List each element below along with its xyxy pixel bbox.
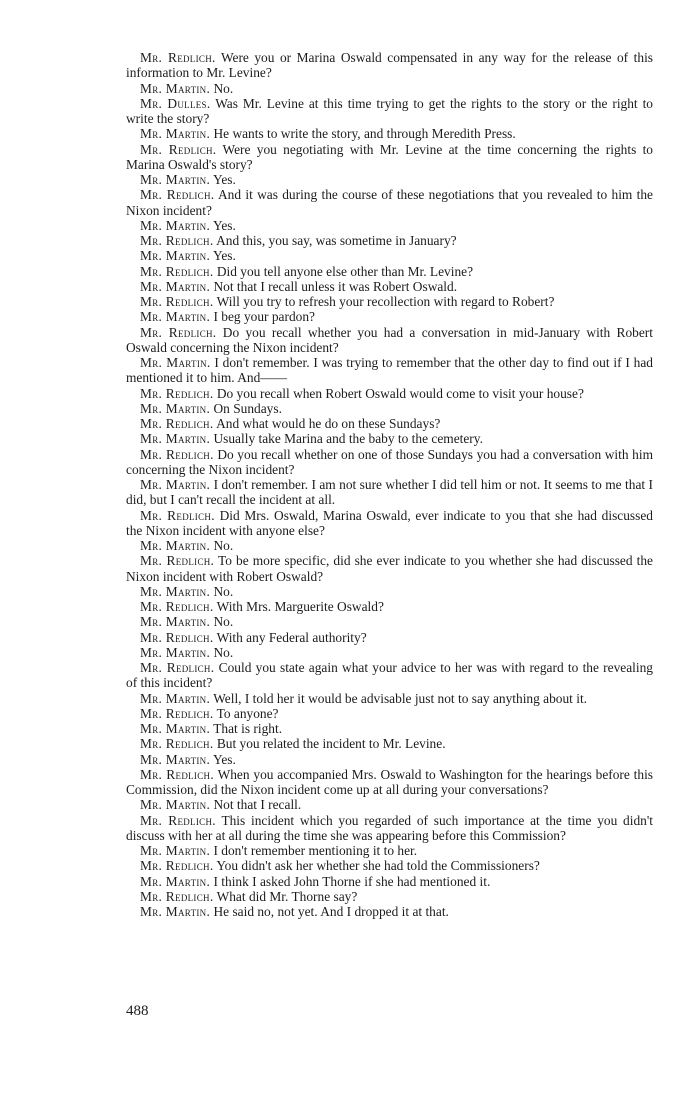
testimony-text: Did you tell anyone else other than Mr. Levine? <box>216 263 474 279</box>
testimony-text: He wants to write the story, and through Meredith Press. <box>213 126 516 142</box>
transcript-paragraph <box>126 279 653 294</box>
transcript-paragraph <box>126 813 653 844</box>
testimony-text: I beg your pardon? <box>213 309 315 325</box>
testimony-text: Could you state again what your advice to her was with regard to the revealing of this incident? <box>126 660 653 691</box>
transcript-paragraph <box>126 401 653 416</box>
transcript-paragraph <box>126 691 653 706</box>
speaker-name: Mr. Martin. <box>140 278 211 294</box>
speaker-name: Mr. Martin. <box>140 477 211 492</box>
transcript-paragraph <box>126 218 653 233</box>
transcript-paragraph <box>126 508 653 539</box>
testimony-text: I don't remember mentioning it to her. <box>213 843 418 858</box>
transcript-paragraph <box>126 904 653 919</box>
speaker-name: Mr. Martin. <box>140 538 211 553</box>
speaker-name: Mr. Martin. <box>140 80 211 96</box>
testimony-text: And this, you say, was sometime in January? <box>216 233 457 248</box>
testimony-text: I think I asked John Thorne if she had mentioned it. <box>213 873 491 889</box>
transcript-paragraph <box>126 386 653 401</box>
testimony-text: With any Federal authority? <box>216 629 367 645</box>
speaker-name: Mr. Martin. <box>140 797 211 813</box>
speaker-name: Mr. Redlich. <box>140 50 216 65</box>
transcript-paragraph <box>126 630 653 645</box>
testimony-text: But you related the incident to Mr. Levine. <box>216 736 446 752</box>
transcript-paragraph <box>126 660 653 691</box>
transcript-paragraph <box>126 599 653 614</box>
speaker-name: Mr. Redlich. <box>140 385 214 401</box>
transcript-paragraph <box>126 294 653 309</box>
speaker-name: Mr. Redlich. <box>140 766 214 782</box>
transcript-paragraph <box>126 721 653 736</box>
transcript-paragraph <box>126 614 653 629</box>
speaker-name: Mr. Martin. <box>140 431 211 447</box>
speaker-name: Mr. Redlich. <box>140 660 215 675</box>
transcript-paragraph <box>126 431 653 446</box>
transcript-paragraph <box>126 889 653 904</box>
testimony-text: That is right. <box>213 721 283 736</box>
transcript-paragraph <box>126 309 653 324</box>
transcript-paragraph <box>126 843 653 858</box>
testimony-text: No. <box>213 614 234 630</box>
testimony-text: Was Mr. Levine at this time trying to get the rights to the story or the right to write the story? <box>126 95 653 126</box>
transcript-paragraph <box>126 264 653 279</box>
speaker-name: Mr. Martin. <box>140 248 211 264</box>
testimony-text: No. <box>213 80 234 96</box>
testimony-text: When you accompanied Mrs. Oswald to Washington for the hearings before this Commission, did the Nixon incident come up at all during your conversations? <box>126 766 654 797</box>
testimony-text: Do you recall when Robert Oswald would come to visit your house? <box>216 385 584 401</box>
testimony-text: Were you or Marina Oswald compensated in any way for the release of this information to Mr. Levine? <box>126 50 653 81</box>
transcript-paragraph <box>126 50 653 81</box>
speaker-name: Mr. Redlich. <box>140 416 214 431</box>
testimony-text: He said no, not yet. And I dropped it at that. <box>213 904 449 919</box>
speaker-name: Mr. Redlich. <box>140 812 216 828</box>
testimony-text: No. <box>213 644 234 660</box>
testimony-text: Do you recall whether on one of those Sundays you had a conversation with him concerning the Nixon incident? <box>126 446 653 477</box>
testimony-text: To anyone? <box>216 705 279 721</box>
transcript-paragraph <box>126 447 653 478</box>
speaker-name: Mr. Redlich. <box>140 446 214 462</box>
speaker-name: Mr. Redlich. <box>140 858 214 874</box>
transcript-paragraph <box>126 752 653 767</box>
transcript-paragraph <box>126 645 653 660</box>
transcript-paragraph <box>126 416 653 431</box>
testimony-text: This incident which you regarded of such importance at the time you didn't discuss with her at all during the time she was appearing before this Commission? <box>126 812 653 843</box>
testimony-text: Well, I told her it would be advisable just not to say anything about it. <box>213 690 588 706</box>
testimony-text: What did Mr. Thorne say? <box>216 888 358 904</box>
speaker-name: Mr. Redlich. <box>140 553 215 569</box>
speaker-name: Mr. Martin. <box>140 721 211 736</box>
speaker-name: Mr. Redlich. <box>140 294 214 309</box>
testimony-text: Yes. <box>212 172 236 187</box>
speaker-name: Mr. Martin. <box>140 644 211 660</box>
testimony-text: Will you try to refresh your recollection with regard to Robert? <box>216 294 555 309</box>
speaker-name: Mr. Martin. <box>140 583 211 599</box>
transcript-paragraph <box>126 142 653 173</box>
transcript-paragraph <box>126 584 653 599</box>
testimony-text: No. <box>213 538 234 553</box>
speaker-name: Mr. Martin. <box>140 843 211 858</box>
testimony-text: Yes. <box>212 751 236 767</box>
transcript-paragraph <box>126 187 653 218</box>
transcript-paragraph <box>126 81 653 96</box>
testimony-transcript <box>126 50 653 919</box>
speaker-name: Mr. Redlich. <box>140 599 214 614</box>
testimony-text: No. <box>213 583 234 599</box>
speaker-name: Mr. Redlich. <box>140 187 215 203</box>
transcript-paragraph <box>126 538 653 553</box>
speaker-name: Mr. Redlich. <box>140 736 214 752</box>
speaker-name: Mr. Redlich. <box>140 629 214 645</box>
testimony-text: Not that I recall unless it was Robert Oswald. <box>213 278 458 294</box>
speaker-name: Mr. Redlich. <box>140 263 214 279</box>
transcript-paragraph <box>126 706 653 721</box>
page-number: 488 <box>126 1003 149 1019</box>
testimony-text: With Mrs. Marguerite Oswald? <box>216 599 384 614</box>
testimony-text: And what would he do on these Sundays? <box>216 416 441 431</box>
transcript-paragraph <box>126 96 653 127</box>
speaker-name: Mr. Dulles. <box>140 95 211 111</box>
testimony-text: Yes. <box>212 217 236 233</box>
testimony-text: Yes. <box>212 248 236 264</box>
testimony-text: Were you negotiating with Mr. Levine at the time concerning the rights to Marina Oswald's story? <box>126 141 654 172</box>
speaker-name: Mr. Martin. <box>140 904 211 919</box>
speaker-name: Mr. Martin. <box>140 690 211 706</box>
speaker-name: Mr. Martin. <box>140 751 211 767</box>
transcript-paragraph <box>126 233 653 248</box>
transcript-paragraph <box>126 553 653 584</box>
speaker-name: Mr. Martin. <box>140 217 211 233</box>
speaker-name: Mr. Martin. <box>140 126 211 142</box>
transcript-paragraph <box>126 736 653 751</box>
transcript-paragraph <box>126 172 653 187</box>
testimony-text: On Sundays. <box>213 400 282 416</box>
transcript-paragraph <box>126 355 653 386</box>
testimony-text: I don't remember. I was trying to remember that the other day to find out if I had mentioned it to him. And—— <box>126 355 653 386</box>
transcript-paragraph <box>126 126 653 141</box>
testimony-text: I don't remember. I am not sure whether I did tell him or not. It seems to me that I did, but I can't recall the incident at all. <box>126 477 653 508</box>
speaker-name: Mr. Martin. <box>140 172 211 187</box>
speaker-name: Mr. Martin. <box>140 873 211 889</box>
testimony-text: Did Mrs. Oswald, Marina Oswald, ever indicate to you that she had discussed the Nixon incident with anyone else? <box>126 507 653 538</box>
testimony-text: You didn't ask her whether she had told the Commissioners? <box>216 858 540 874</box>
speaker-name: Mr. Martin. <box>140 355 211 370</box>
transcript-paragraph <box>126 248 653 263</box>
transcript-paragraph <box>126 325 653 356</box>
testimony-text: To be more specific, did she ever indicate to you whether she had discussed the Nixon incident with Robert Oswald? <box>126 553 654 584</box>
testimony-text: Usually take Marina and the baby to the cemetery. <box>213 431 483 447</box>
transcript-paragraph <box>126 797 653 812</box>
transcript-paragraph <box>126 767 653 798</box>
speaker-name: Mr. Redlich. <box>140 705 214 721</box>
transcript-paragraph <box>126 874 653 889</box>
speaker-name: Mr. Redlich. <box>140 507 215 523</box>
speaker-name: Mr. Redlich. <box>140 888 214 904</box>
testimony-text: Not that I recall. <box>213 797 302 813</box>
speaker-name: Mr. Redlich. <box>140 141 217 157</box>
speaker-name: Mr. Redlich. <box>140 324 217 340</box>
transcript-paragraph <box>126 858 653 873</box>
testimony-text: Do you recall whether you had a conversation in mid-January with Robert Oswald concerning the Nixon incident? <box>126 324 653 355</box>
testimony-text: And it was during the course of these negotiations that you revealed to him the Nixon incident? <box>126 187 654 218</box>
speaker-name: Mr. Martin. <box>140 309 211 325</box>
transcript-paragraph <box>126 477 653 508</box>
speaker-name: Mr. Redlich. <box>140 233 214 248</box>
speaker-name: Mr. Martin. <box>140 614 211 630</box>
speaker-name: Mr. Martin. <box>140 400 211 416</box>
